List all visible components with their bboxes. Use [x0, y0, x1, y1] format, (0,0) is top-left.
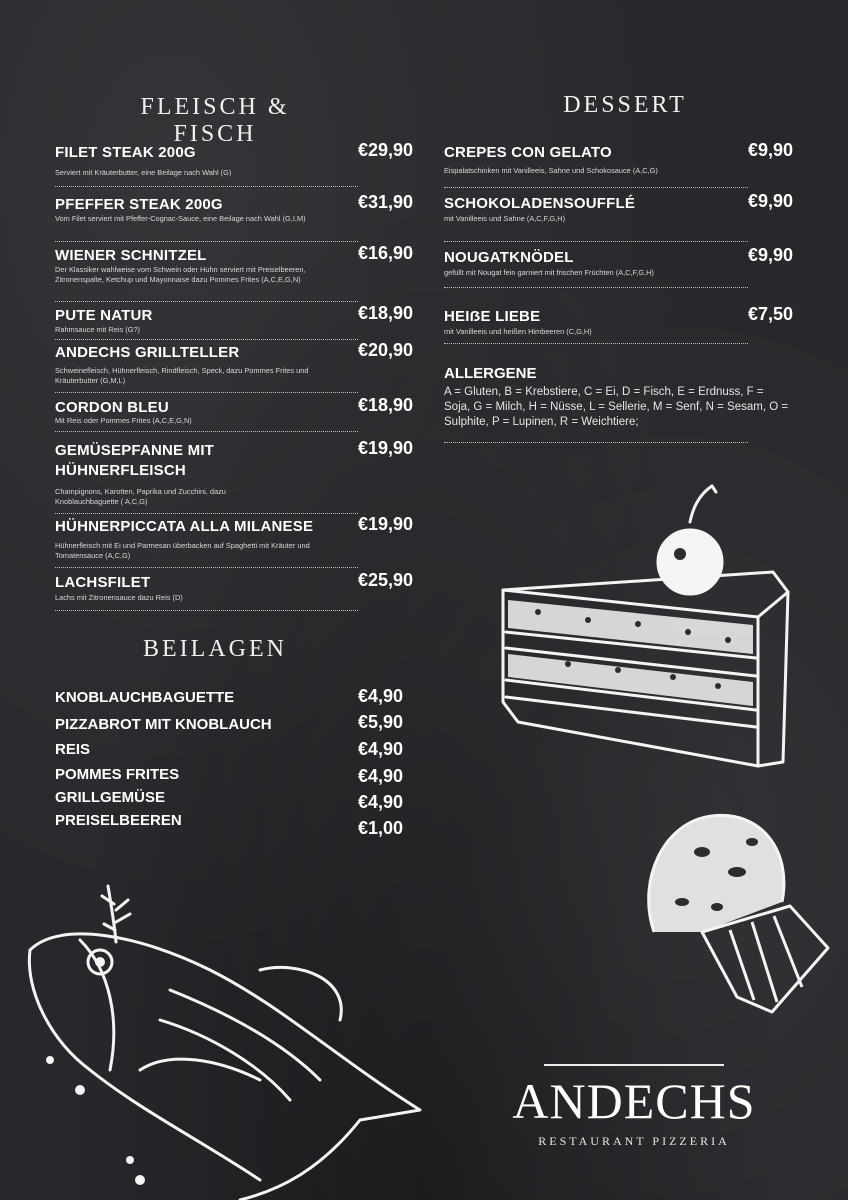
item-name: CREPES CON GELATO — [444, 144, 612, 161]
item-price: €19,90 — [358, 438, 414, 458]
side-name: GRILLGEMÜSE — [55, 789, 166, 806]
item-name: HEIẞE LIEBE — [444, 308, 541, 325]
side-price: €4,90 — [358, 766, 404, 786]
item-price: €31,90 — [358, 192, 414, 212]
item-price: €29,90 — [358, 140, 414, 160]
divider — [55, 241, 358, 242]
item-price: €9,90 — [748, 140, 794, 160]
divider — [55, 513, 358, 514]
item-price: €19,90 — [358, 514, 414, 534]
item-name: NOUGATKNÖDEL — [444, 249, 574, 266]
item-description: Lachs mit Zitronensauce dazu Reis (D) — [55, 593, 183, 602]
divider — [444, 287, 748, 288]
item-name: ANDECHS GRILLTELLER — [55, 344, 240, 361]
side-price: €4,90 — [358, 686, 404, 706]
item-name: WIENER SCHNITZEL — [55, 247, 207, 264]
item-description: Vom Filet serviert mit Pfeffer-Cognac-Sauce, eine Beilage nach Wahl (G,I,M) — [55, 214, 306, 223]
divider — [444, 442, 748, 443]
item-price: €25,90 — [358, 570, 414, 590]
fish-icon — [20, 880, 440, 1200]
item-name: HÜHNERPICCATA ALLA MILANESE — [55, 518, 314, 535]
item-name: LACHSFILET — [55, 574, 151, 591]
divider — [444, 241, 748, 242]
divider — [55, 339, 358, 340]
item-name: GEMÜSEPFANNE MIT HÜHNERFLEISCH — [55, 442, 215, 479]
allergens-title: ALLERGENE — [444, 365, 537, 382]
item-name: CORDON BLEU — [55, 399, 169, 416]
side-price: €4,90 — [358, 792, 404, 812]
allergens-text: A = Gluten, B = Krebstiere, C = Ei, D = Fisch, E = Erdnuss, F = Soja, G = Milch, H = Nüsse, L = Sellerie, M = Senf, N = Sesam, O = Sulphite, P = Lupinen, R = Weichtiere; — [444, 386, 789, 428]
item-name: PFEFFER STEAK 200G — [55, 196, 223, 213]
divider — [444, 343, 748, 344]
item-price: €7,50 — [748, 304, 794, 324]
item-name: FILET STEAK 200G — [55, 144, 196, 161]
section-title-sides: BEILAGEN — [143, 636, 287, 662]
item-price: €16,90 — [358, 243, 414, 263]
item-description: gefüllt mit Nougat fein garniert mit frischen Früchten (A,C,F,G,H) — [444, 268, 654, 277]
item-price: €18,90 — [358, 395, 414, 415]
item-description: Hühnerfleisch mit Ei und Parmesan überbacken auf Spaghetti mit Kräuter und Tomatensauce (A,C,G) — [55, 541, 310, 560]
cake-icon — [498, 482, 798, 772]
side-name: POMMES FRITES — [55, 766, 180, 783]
item-name: PUTE NATUR — [55, 307, 153, 324]
item-price: €18,90 — [358, 303, 414, 323]
divider — [55, 567, 358, 568]
brand-name: ANDECHS — [512, 1073, 756, 1129]
item-price: €9,90 — [748, 191, 794, 211]
side-name: REIS — [55, 741, 91, 758]
item-description: Eispalatschinken mit Vanilleeis, Sahne und Schokosauce (A,C,G) — [444, 166, 658, 175]
muffin-icon — [642, 812, 832, 1012]
item-description: Serviert mit Kräuterbutter, eine Beilage nach Wahl (G) — [55, 168, 232, 177]
side-price: €5,90 — [358, 712, 404, 732]
side-name: KNOBLAUCHBAGUETTE — [55, 689, 235, 706]
divider — [55, 186, 358, 187]
item-description: Schweinefleisch, Hühnerfleisch, Rindfleisch, Speck, dazu Pommes Frites und Kräuterbutter (G,M,L) — [55, 366, 309, 385]
side-price: €1,00 — [358, 818, 404, 838]
divider — [55, 301, 358, 302]
side-name: PIZZABROT MIT KNOBLAUCH — [55, 716, 272, 733]
divider — [55, 392, 358, 393]
item-description: Champignons, Karotten, Paprika und Zucchini, dazu Knoblauchbaguette ( A,C,G) — [55, 487, 226, 506]
side-price: €4,90 — [358, 739, 404, 759]
item-price: €9,90 — [748, 245, 794, 265]
item-description: mit Vanilleeis und heißen Himbeeren (C,G,H) — [444, 327, 592, 336]
brand-top-rule — [544, 1064, 724, 1066]
divider — [55, 431, 358, 432]
section-title-dessert: DESSERT — [563, 92, 687, 118]
item-name: SCHOKOLADENSOUFFLÉ — [444, 195, 636, 212]
brand-tagline: RESTAURANT PIZZERIA — [538, 1134, 730, 1148]
item-price: €20,90 — [358, 340, 414, 360]
section-title-meat-fish: FLEISCH & FISCH — [140, 94, 290, 147]
item-description: mit Vanilleeis und Sahne (A,C,F,G,H) — [444, 214, 566, 223]
brand-block — [488, 1064, 780, 1149]
item-description: Rahmsauce mit Reis (G?) — [55, 325, 141, 334]
item-description: Der Klassiker wahlweise vom Schwein oder Huhn serviert mit Preiselbeeren, Zitronenspalte, Ketchup und Mayonnaise dazu Pommes Frites (A,C,E,G,N) — [55, 265, 306, 284]
divider — [55, 610, 358, 611]
side-name: PREISELBEEREN — [55, 812, 182, 829]
item-description: Mit Reis oder Pommes Frites (A,C,E,G,N) — [55, 416, 192, 425]
divider — [444, 187, 748, 188]
